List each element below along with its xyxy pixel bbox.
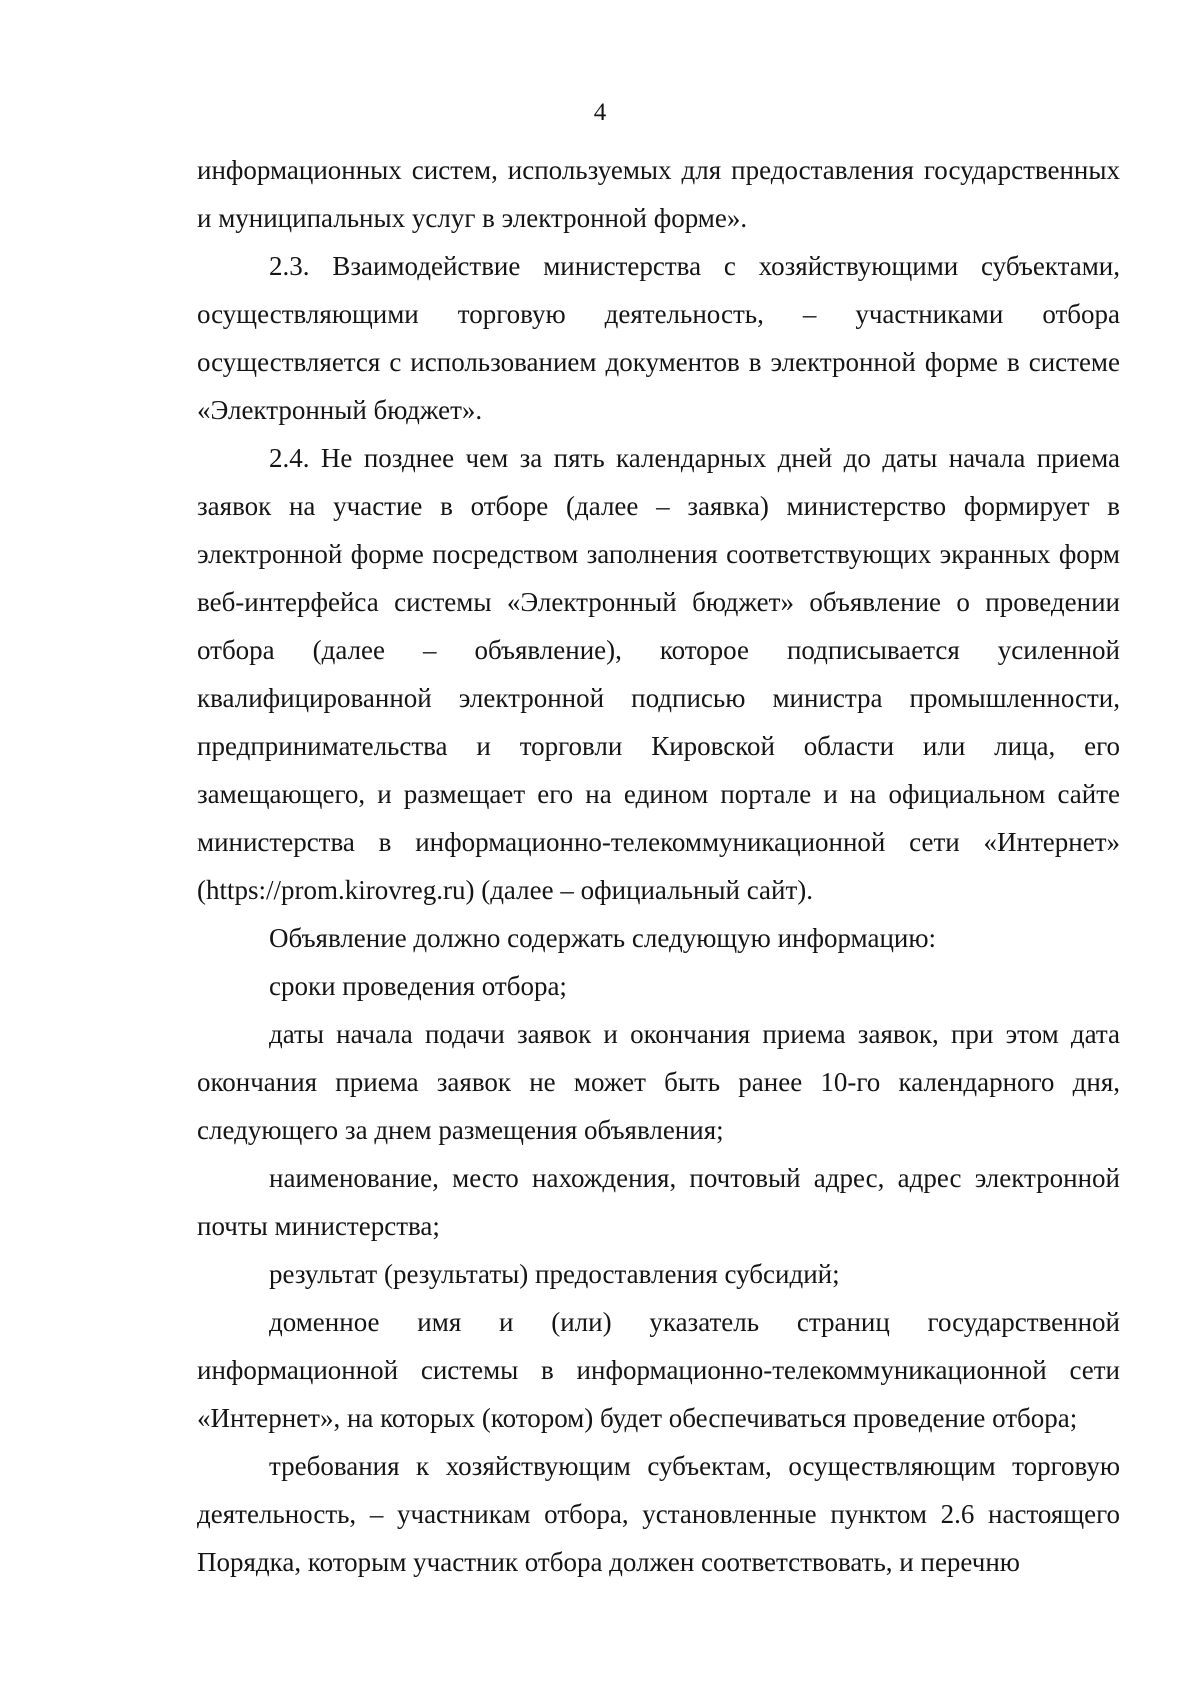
list-item-dates: даты начала подачи заявок и окончания приема заявок, при этом дата окончания приема заявок не может быть ранее 10-го календарного дня, следующего за днем размещения объявления;: [197, 1019, 1120, 1145]
paragraph-continuation: информационных систем, используемых для предоставления государственных и муниципальных услуг в электронной форме».: [197, 155, 1120, 233]
page-number: 4: [593, 99, 607, 126]
list-item-domain: доменное имя и (или) указатель страниц государственной информационной системы в информационно-телекоммуникационной сети «Интернет», на которых (котором) будет обеспечиваться проведение отбора;: [197, 1307, 1120, 1433]
paragraph-2-4: 2.4. Не позднее чем за пять календарных дней до даты начала приема заявок на участие в отборе (далее – заявка) министерство формирует в электронной форме посредством заполнения соответствующих экранных форм веб-интерфейса системы «Электронный бюджет» объявление о проведении отбора (далее – объявление), которое подписывается усиленной квалифицированной электронной подписью министра промышленности, предпринимательства и торговли Кировской области или лица, его замещающего, и размещает его на едином портале и на официальном сайте министерства в информационно-телекоммуникационной сети «Интернет» (https://prom.kirovreg.ru) (далее – официальный сайт).: [197, 443, 1120, 905]
list-item-requirements: требования к хозяйствующим субъектам, осуществляющим торговую деятельность, – участникам отбора, установленные пунктом 2.6 настоящего Порядка, которым участник отбора должен соответствовать, и перечню: [197, 1451, 1120, 1577]
list-item-results: результат (результаты) предоставления субсидий;: [269, 1259, 840, 1289]
paragraph-2-3: 2.3. Взаимодействие министерства с хозяйствующими субъектами, осуществляющими торговую деятельность, – участниками отбора осуществляется с использованием документов в электронной форме в системе «Электронный бюджет».: [197, 251, 1120, 425]
list-item-address: наименование, место нахождения, почтовый адрес, адрес электронной почты министерства;: [197, 1163, 1120, 1241]
document-body: [197, 146, 1120, 1586]
paragraph-announcement-intro: Объявление должно содержать следующую информацию:: [269, 923, 937, 953]
list-item-deadlines: сроки проведения отбора;: [269, 971, 567, 1001]
